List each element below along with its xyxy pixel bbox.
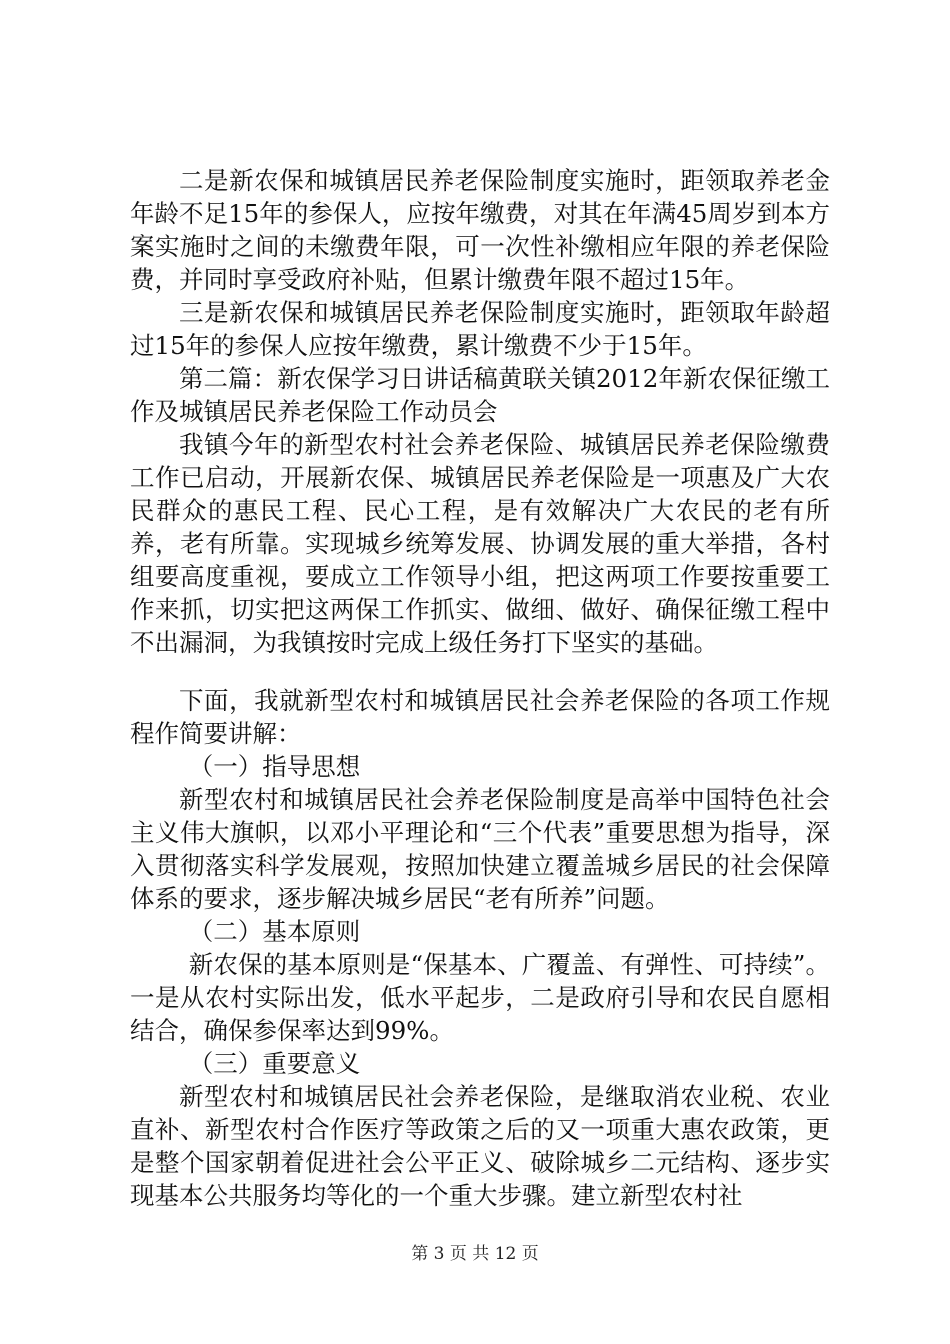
- section-title-part-two: 第二篇：新农保学习日讲话稿黄联关镇2012年新农保征缴工作及城镇居民养老保险工作动员会: [130, 364, 830, 426]
- paragraph-basic-principles: 新农保的基本原则是“保基本、广覆盖、有弹性、可持续”。一是从农村实际出发，低水平起步，二是政府引导和农民自愿相结合，确保参保率达到99%。: [130, 950, 830, 1045]
- heading-guiding-ideology: （一）指导思想: [188, 752, 361, 781]
- page-number-footer: 第 3 页 共 12 页: [411, 1244, 539, 1264]
- paragraph-overview: 下面，我就新型农村和城镇居民社会养老保险的各项工作规程作简要讲解：: [130, 686, 830, 748]
- heading-basic-principles: （二）基本原则: [188, 917, 361, 946]
- paragraph-intro: 我镇今年的新型农村社会养老保险、城镇居民养老保险缴费工作已启动，开展新农保、城镇居民养老保险是一项惠及广大农民群众的惠民工程、民心工程，是有效解决广大农民的老有所养，老有所靠。实现城乡统筹发展、协调发展的重大举措，各村组要高度重视，要成立工作领导小组，把这两项工作要按重要工作来抓，切实把这两保工作抓实、做细、做好、确保征缴工程中不出漏洞，为我镇按时完成上级任务打下坚实的基础。: [130, 430, 830, 657]
- heading-significance: （三）重要意义: [188, 1049, 361, 1078]
- paragraph-annual-payment: 三是新农保和城镇居民养老保险制度实施时，距领取年龄超过15年的参保人应按年缴费，累计缴费不少于15年。: [130, 298, 830, 360]
- document-body: [130, 164, 830, 1212]
- paragraph-guiding-ideology: 新型农村和城镇居民社会养老保险制度是高举中国特色社会主义伟大旗帜，以邓小平理论和“三个代表”重要思想为指导，深入贯彻落实科学发展观，按照加快建立覆盖城乡居民的社会保障体系的要求，逐步解决城乡居民“老有所养”问题。: [130, 785, 830, 913]
- paragraph-significance: 新型农村和城镇居民社会养老保险，是继取消农业税、农业直补、新型农村合作医疗等政策之后的又一项重大惠农政策，更是整个国家朝着促进社会公平正义、破除城乡二元结构、逐步实现基本公共服务均等化的一个重大步骤。建立新型农村社: [130, 1082, 830, 1210]
- paragraph-back-payment: 二是新农保和城镇居民养老保险制度实施时，距领取养老金年龄不足15年的参保人，应按年缴费，对其在年满45周岁到本方案实施时之间的未缴费年限，可一次性补缴相应年限的养老保险费，并同时享受政府补贴，但累计缴费年限不超过15年。: [130, 166, 830, 294]
